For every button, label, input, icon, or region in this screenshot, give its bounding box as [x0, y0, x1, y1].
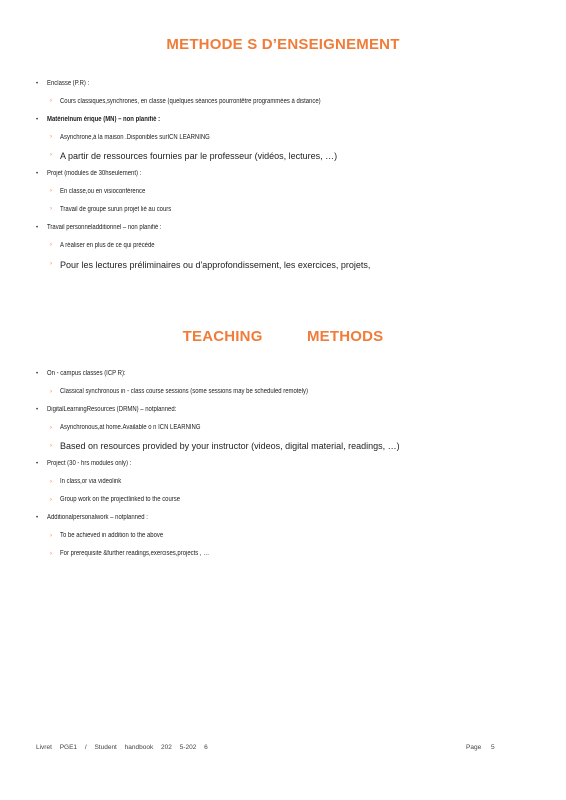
- list-item: On - campus classes (ICP R):: [47, 370, 126, 377]
- list-item: DigitalLearningResources (DRMN) – notplanned:: [47, 406, 177, 413]
- list-item: Based on resources provided by your instructor (videos, digital material, readings, …): [60, 441, 400, 451]
- list-item: In class,or via videolink: [60, 478, 122, 485]
- list-item: Asynchrone,à la maison .Disponibles surICN LEARNING: [60, 134, 210, 141]
- bullet-icon: •: [36, 225, 39, 231]
- page-title-english: TEACHING METHODS: [182, 328, 384, 345]
- arrow-bullet-icon: ›: [50, 389, 52, 395]
- arrow-bullet-icon: ›: [50, 261, 52, 267]
- arrow-bullet-icon: ›: [50, 242, 52, 248]
- footer-handbook-label: Livret PGE1 / Student handbook 202 5-202 6: [36, 744, 208, 751]
- arrow-bullet-icon: ›: [50, 497, 52, 503]
- list-item: Projet (modules de 30hseulement) :: [47, 170, 142, 177]
- list-item: Additionalpersonalwork – notplanned :: [47, 514, 148, 521]
- arrow-bullet-icon: ›: [50, 533, 52, 539]
- list-item: Cours classiques,synchrones, en classe (quelques séances pourrontêtre programmées à distance): [60, 98, 321, 105]
- bullet-icon: •: [36, 171, 39, 177]
- bullet-icon: •: [36, 461, 39, 467]
- list-item: Group work on the projectlinked to the course: [60, 496, 181, 503]
- bullet-icon: •: [36, 407, 39, 413]
- arrow-bullet-icon: ›: [50, 134, 52, 140]
- page-title-french: METHODE S D’ENSEIGNEMENT: [166, 36, 400, 53]
- arrow-bullet-icon: ›: [50, 551, 52, 557]
- list-item: En classe,ou en visioconférence: [60, 188, 146, 195]
- footer-page-number: Page 5: [466, 744, 495, 751]
- list-item: Asynchronous,at home.Available o n ICN LEARNING: [60, 424, 201, 431]
- list-item: Classical synchronous in - class course sessions (some sessions may be scheduled remotely): [60, 388, 309, 395]
- arrow-bullet-icon: ›: [50, 98, 52, 104]
- arrow-bullet-icon: ›: [50, 443, 52, 449]
- list-item: Project (30 - hrs modules only) :: [47, 460, 132, 467]
- list-item: Matérielnum érique (MN) – non planifié :: [47, 116, 161, 123]
- list-item: A réaliser en plus de ce qui précède: [60, 242, 155, 249]
- arrow-bullet-icon: ›: [50, 206, 52, 212]
- list-item: Pour les lectures préliminaires ou d'approfondissement, les exercices, projets,: [60, 260, 371, 270]
- list-item: Travail de groupe surun projet lié au cours: [60, 206, 172, 213]
- arrow-bullet-icon: ›: [50, 425, 52, 431]
- list-item: To be achieved in addition to the above: [60, 532, 164, 539]
- arrow-bullet-icon: ›: [50, 479, 52, 485]
- arrow-bullet-icon: ›: [50, 152, 52, 158]
- list-item: Enclasse (P.R) :: [47, 80, 90, 87]
- bullet-icon: •: [36, 515, 39, 521]
- bullet-icon: •: [36, 117, 39, 123]
- bullet-icon: •: [36, 371, 39, 377]
- bullet-icon: •: [36, 81, 39, 87]
- list-item: A partir de ressources fournies par le professeur (vidéos, lectures, …): [60, 151, 338, 161]
- list-item: For prerequisite &further readings,exercises,projects , …: [60, 550, 210, 557]
- arrow-bullet-icon: ›: [50, 188, 52, 194]
- list-item: Travail personneladditionnel – non planifié :: [47, 224, 162, 231]
